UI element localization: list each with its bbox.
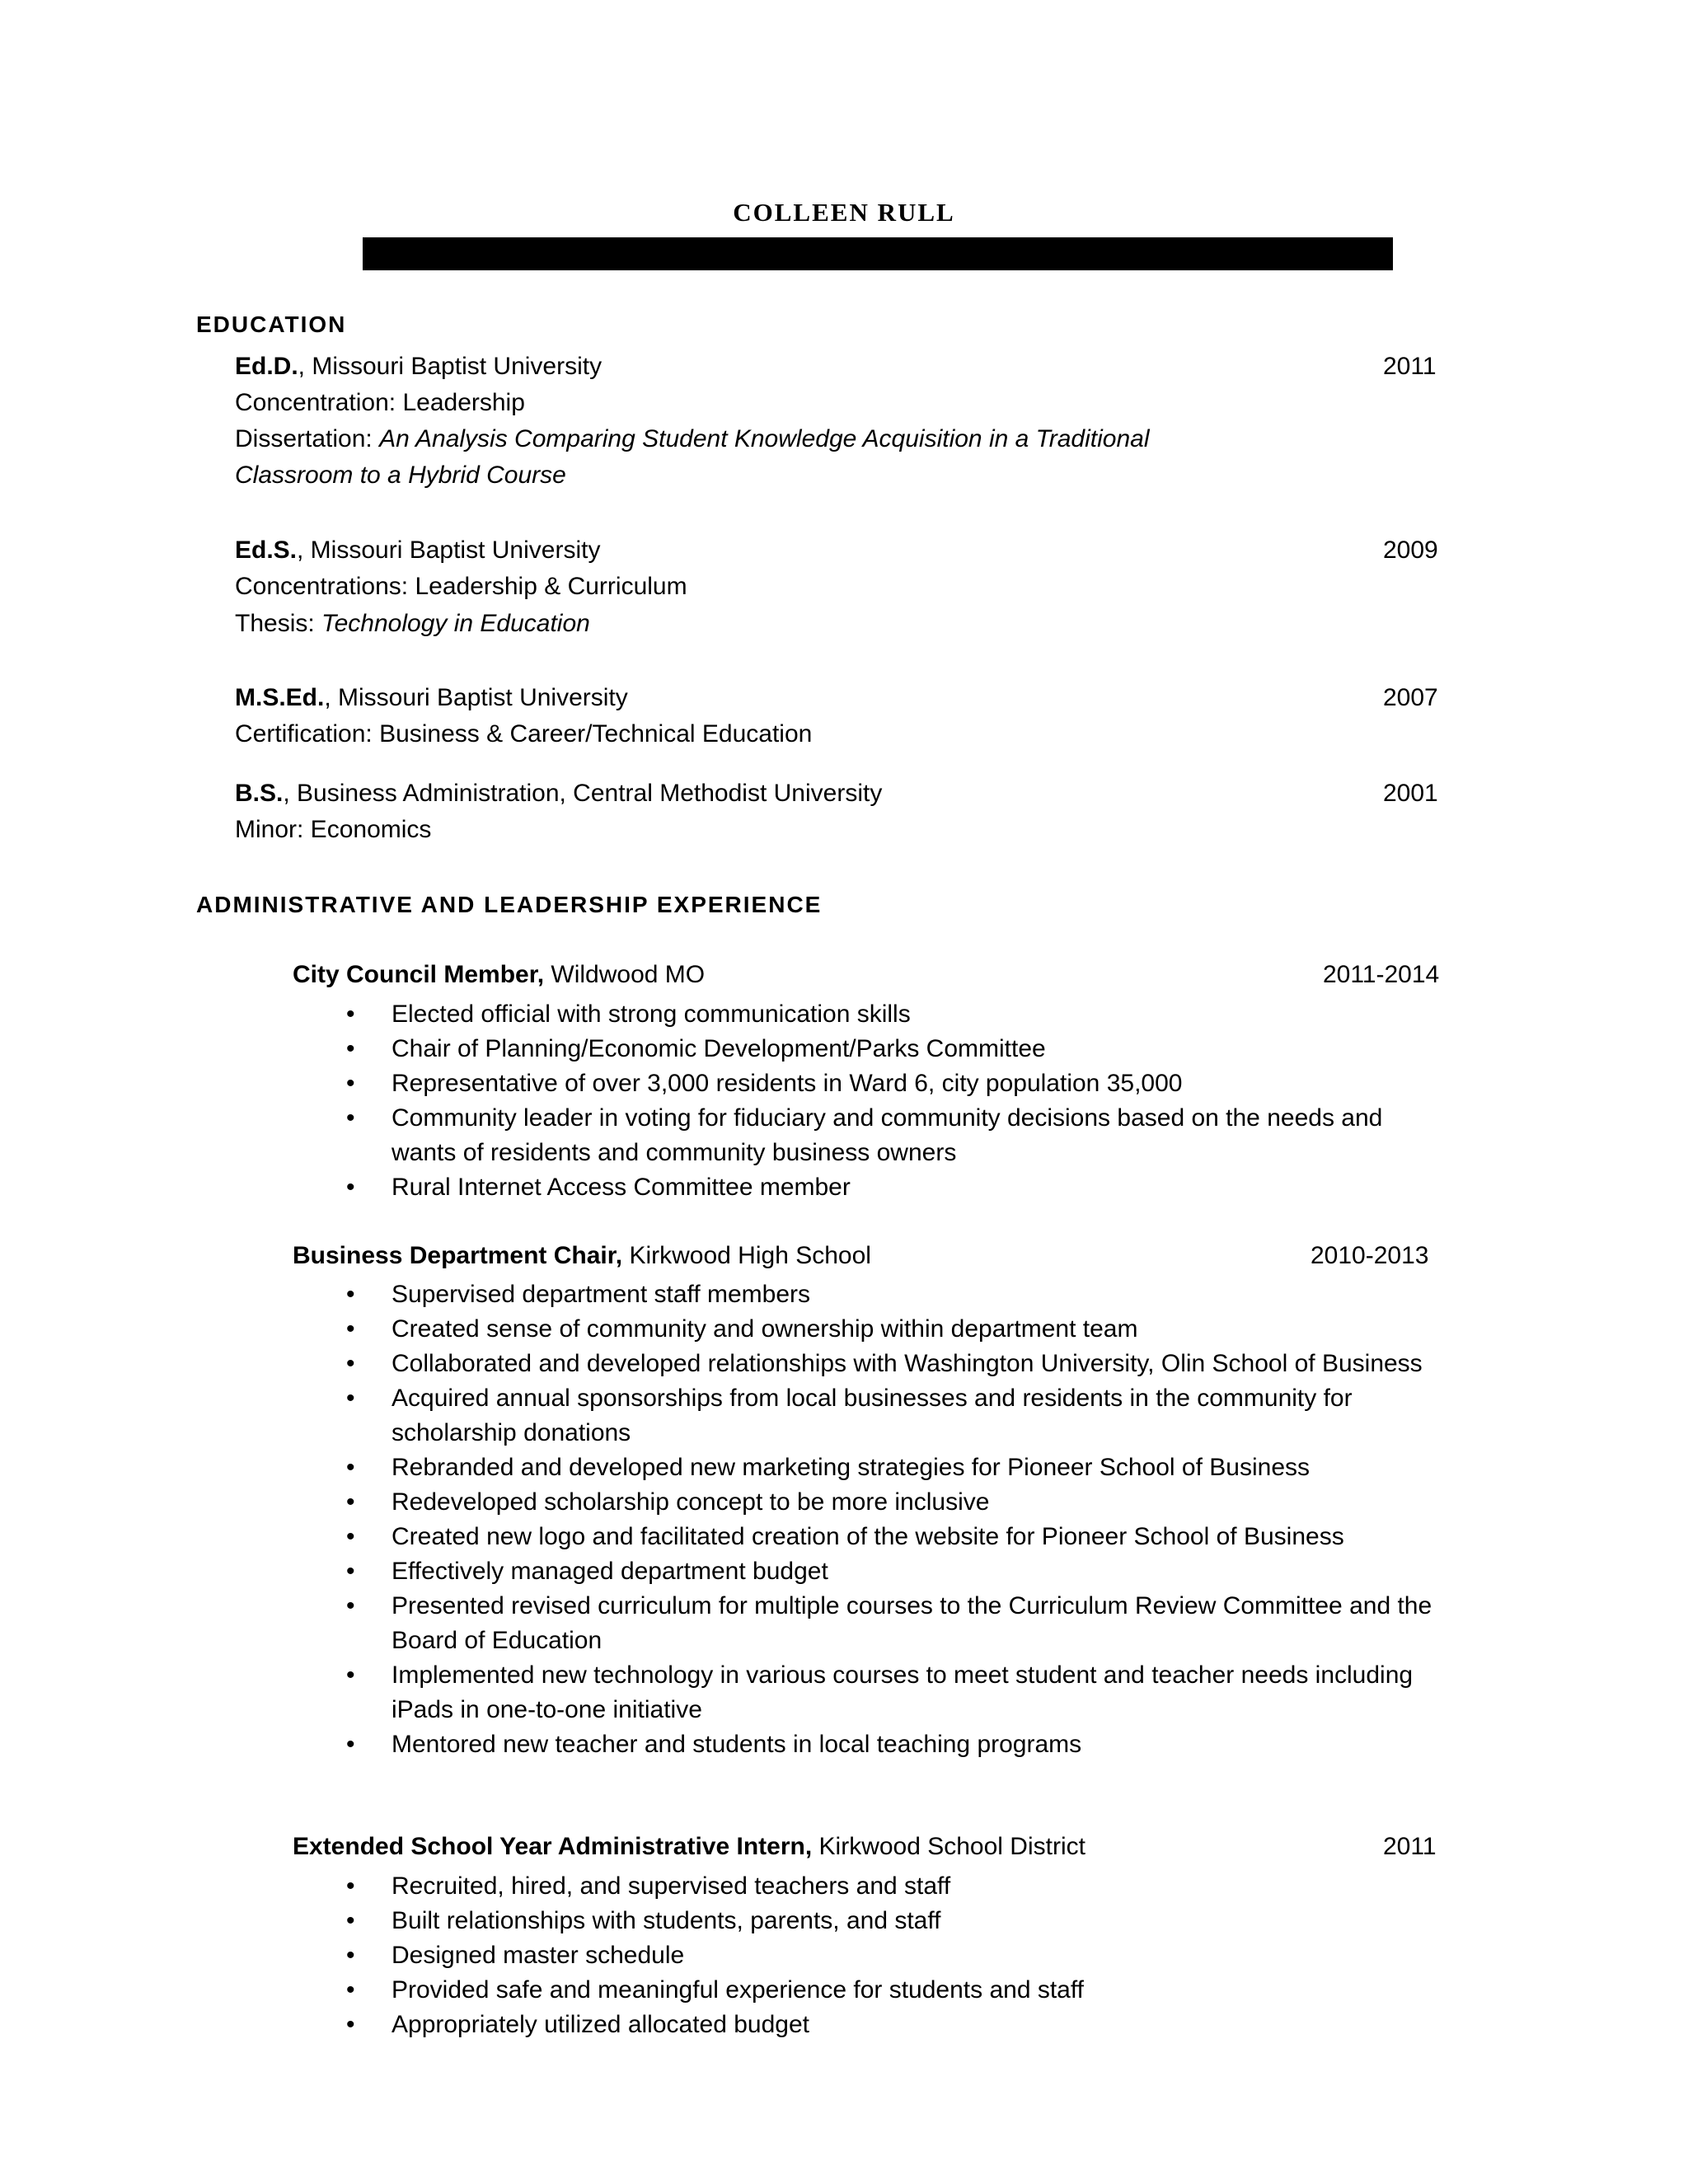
job-years: 2010-2013 [1311,1242,1429,1269]
job-title: Extended School Year Administrative Intern, [293,1833,813,1860]
list-item: • Rebranded and developed new marketing strategies for Pioneer School of Business [346,1454,1311,1481]
education-entry-edd [235,353,602,381]
job-years: 2011-2014 [1323,961,1440,988]
dissertation-line [235,425,1150,453]
list-item: • Effectively managed department budget [346,1558,828,1585]
degree-name: Ed.D. [235,353,298,380]
job-bullets [346,1869,1442,2042]
concentration-line: Concentration: Leadership [235,389,525,416]
dissertation-title: An Analysis Comparing Student Knowledge Acquisition in a Traditional [379,425,1150,452]
list-item: • Built relationships with students, parents, and staff [346,1907,941,1934]
job-title: Business Department Chair, [293,1242,623,1269]
institution-name: , Missouri Baptist University [324,684,628,711]
list-item: • Appropriately utilized allocated budget [346,2011,809,2038]
list-item: • Created sense of community and ownership within department team [346,1315,1138,1343]
name-underline-bar [363,237,1393,270]
list-item: • Elected official with strong communication skills [346,1001,911,1028]
job-title: City Council Member, [293,961,545,988]
resume-name: COLLEEN RULL [733,198,955,227]
job-years: 2011 [1383,1833,1437,1860]
education-heading: EDUCATION [196,312,347,337]
list-item: • Redeveloped scholarship concept to be more inclusive [346,1488,990,1516]
education-entry-eds [235,537,600,565]
list-item: • Chair of Planning/Economic Development/Parks Committee [346,1035,1046,1062]
list-item: • Presented revised curriculum for multiple courses to the Curriculum Review Committee and the Board of Education [346,1592,1432,1654]
job-organization: Kirkwood School District [812,1833,1085,1860]
education-year: 2009 [1383,537,1438,564]
education-entry-bs [235,780,882,808]
list-item: • Representative of over 3,000 residents in Ward 6, city population 35,000 [346,1070,1183,1097]
list-item: • Recruited, hired, and supervised teachers and staff [346,1872,951,1900]
list-item: • Provided safe and meaningful experience for students and staff [346,1976,1084,2004]
education-year: 2001 [1383,780,1438,807]
thesis-label: Thesis: [235,610,322,637]
education-year: 2011 [1383,353,1437,380]
degree-name: Ed.S. [235,537,298,564]
list-item: • Created new logo and facilitated creation of the website for Pioneer School of Business [346,1523,1344,1550]
list-item: • Supervised department staff members [346,1281,811,1308]
institution-name: , Missouri Baptist University [298,353,603,380]
job-organization: Kirkwood High School [622,1242,871,1269]
job-organization: Wildwood MO [544,961,706,988]
education-year: 2007 [1383,684,1438,711]
education-entry-msed [235,684,628,712]
dissertation-label: Dissertation: [235,425,380,452]
minor-line: Minor: Economics [235,816,432,843]
list-item: • Designed master schedule [346,1942,685,1969]
dissertation-title-continued: Classroom to a Hybrid Course [235,462,566,489]
job-bullets [346,997,1442,1205]
list-item: • Community leader in voting for fiduciary and community decisions based on the needs and wants of residents and community business owners [346,1104,1383,1166]
thesis-line [235,610,590,638]
list-item: • Implemented new technology in various courses to meet student and teacher needs including iPads in one-to-one initiative [346,1661,1414,1723]
experience-heading: ADMINISTRATIVE AND LEADERSHIP EXPERIENCE [196,892,823,917]
list-item: • Rural Internet Access Committee member [346,1174,851,1201]
job-bullets [346,1277,1442,1762]
institution-name: , Business Administration, Central Methodist University [283,780,883,807]
degree-name: B.S. [235,780,284,807]
thesis-title: Technology in Education [321,610,590,637]
job-title-business-chair [293,1242,871,1270]
certification-line: Certification: Business & Career/Technical Education [235,720,813,748]
list-item: • Collaborated and developed relationships with Washington University, Olin School of Business [346,1350,1423,1377]
job-title-esy-intern [293,1833,1085,1861]
degree-name: M.S.Ed. [235,684,325,711]
list-item: • Acquired annual sponsorships from local businesses and residents in the community for scholarship donations [346,1385,1353,1446]
job-title-city-council [293,961,705,989]
institution-name: , Missouri Baptist University [297,537,601,564]
list-item: • Mentored new teacher and students in local teaching programs [346,1731,1082,1758]
concentration-line: Concentrations: Leadership & Curriculum [235,573,687,600]
